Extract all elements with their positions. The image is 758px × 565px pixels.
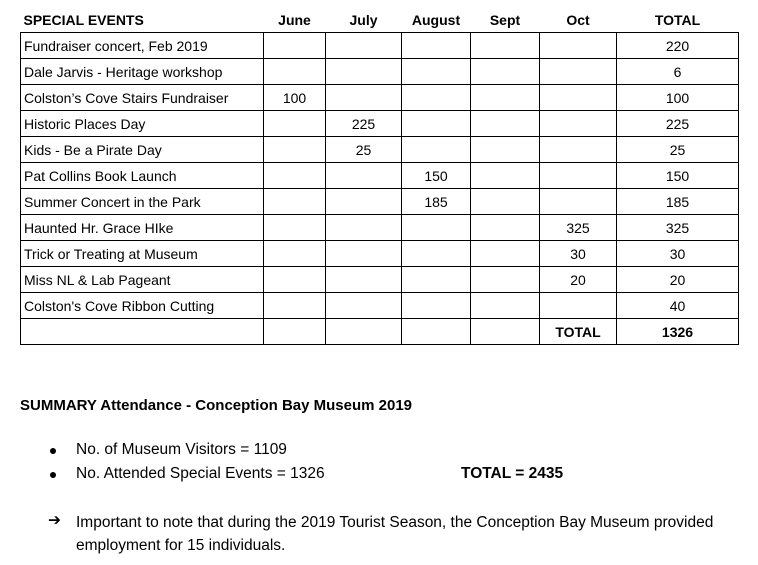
bullet-text: No. of Museum Visitors = 1109 bbox=[76, 441, 287, 458]
event-name-cell: Pat Collins Book Launch bbox=[21, 163, 264, 189]
oct-cell bbox=[540, 85, 617, 111]
table-row bbox=[21, 111, 739, 137]
event-name-cell: Kids - Be a Pirate Day bbox=[21, 137, 264, 163]
event-name-cell: Dale Jarvis - Heritage workshop bbox=[21, 59, 264, 85]
total-cell: 325 bbox=[617, 215, 739, 241]
august-cell bbox=[402, 267, 471, 293]
total-cell: 100 bbox=[617, 85, 739, 111]
sept-cell bbox=[471, 137, 540, 163]
table-row bbox=[21, 189, 739, 215]
table-row bbox=[21, 33, 739, 59]
sept-cell bbox=[471, 59, 540, 85]
july-cell bbox=[326, 163, 402, 189]
total-cell: 25 bbox=[617, 137, 739, 163]
august-cell bbox=[402, 59, 471, 85]
july-cell bbox=[326, 267, 402, 293]
total-cell: 40 bbox=[617, 293, 739, 319]
sept-cell bbox=[471, 111, 540, 137]
august-cell bbox=[402, 85, 471, 111]
bullet-icon bbox=[50, 448, 56, 454]
note-text: Important to note that during the 2019 Tourist Season, the Conception Bay Museum provided employment for 15 individuals. bbox=[76, 514, 714, 554]
oct-cell bbox=[540, 163, 617, 189]
total-label-cell: TOTAL bbox=[540, 319, 617, 345]
june-cell bbox=[264, 293, 326, 319]
empty-cell bbox=[471, 319, 540, 345]
table-row bbox=[21, 59, 739, 85]
oct-cell: 325 bbox=[540, 215, 617, 241]
june-cell bbox=[264, 267, 326, 293]
special-events-table bbox=[20, 8, 739, 345]
june-cell: 100 bbox=[264, 85, 326, 111]
oct-cell: 20 bbox=[540, 267, 617, 293]
header-oct: Oct bbox=[566, 12, 590, 28]
june-cell bbox=[264, 59, 326, 85]
august-cell: 185 bbox=[402, 189, 471, 215]
table-row bbox=[21, 163, 739, 189]
grand-total: TOTAL = 2435 bbox=[461, 465, 564, 482]
july-cell bbox=[326, 215, 402, 241]
july-cell: 225 bbox=[326, 111, 402, 137]
oct-cell bbox=[540, 293, 617, 319]
june-cell bbox=[264, 111, 326, 137]
sept-cell bbox=[471, 267, 540, 293]
event-name-cell: Trick or Treating at Museum bbox=[21, 241, 264, 267]
table-row bbox=[21, 267, 739, 293]
sept-cell bbox=[471, 241, 540, 267]
sept-cell bbox=[471, 293, 540, 319]
summary-title: SUMMARY Attendance - Conception Bay Museum 2019 bbox=[20, 397, 413, 414]
table-row bbox=[21, 293, 739, 319]
july-cell bbox=[326, 85, 402, 111]
oct-cell bbox=[540, 189, 617, 215]
june-cell bbox=[264, 137, 326, 163]
table-row bbox=[21, 137, 739, 163]
sept-cell bbox=[471, 163, 540, 189]
total-cell: 30 bbox=[617, 241, 739, 267]
july-cell bbox=[326, 33, 402, 59]
sept-cell bbox=[471, 215, 540, 241]
empty-cell bbox=[21, 319, 264, 345]
header-june: June bbox=[278, 12, 311, 28]
event-name-cell: Haunted Hr. Grace HIke bbox=[21, 215, 264, 241]
header-sept: Sept bbox=[489, 12, 521, 28]
total-cell: 150 bbox=[617, 163, 739, 189]
header-special-events: SPECIAL EVENTS bbox=[23, 12, 144, 28]
june-cell bbox=[264, 163, 326, 189]
empty-cell bbox=[402, 319, 471, 345]
july-cell: 25 bbox=[326, 137, 402, 163]
august-cell bbox=[402, 33, 471, 59]
event-name-cell: Colston's Cove Ribbon Cutting bbox=[21, 293, 264, 319]
bullet-icon bbox=[50, 472, 56, 478]
event-name-cell: Historic Places Day bbox=[21, 111, 264, 137]
empty-cell bbox=[326, 319, 402, 345]
table-row bbox=[21, 85, 739, 111]
table-row bbox=[21, 241, 739, 267]
august-cell bbox=[402, 111, 471, 137]
total-cell: 20 bbox=[617, 267, 739, 293]
sept-cell bbox=[471, 189, 540, 215]
header-august: August bbox=[411, 12, 461, 28]
june-cell bbox=[264, 241, 326, 267]
oct-cell bbox=[540, 59, 617, 85]
sept-cell bbox=[471, 33, 540, 59]
total-cell: 185 bbox=[617, 189, 739, 215]
event-name-cell: Fundraiser concert, Feb 2019 bbox=[21, 33, 264, 59]
table-total-row bbox=[21, 319, 739, 345]
august-cell bbox=[402, 215, 471, 241]
oct-cell: 30 bbox=[540, 241, 617, 267]
august-cell bbox=[402, 241, 471, 267]
july-cell bbox=[326, 189, 402, 215]
july-cell bbox=[326, 241, 402, 267]
event-name-cell: Summer Concert in the Park bbox=[21, 189, 264, 215]
june-cell bbox=[264, 215, 326, 241]
august-cell bbox=[402, 137, 471, 163]
july-cell bbox=[326, 293, 402, 319]
total-value-cell: 1326 bbox=[617, 319, 739, 345]
table-body bbox=[21, 33, 739, 345]
june-cell bbox=[264, 33, 326, 59]
event-name-cell: Colston’s Cove Stairs Fundraiser bbox=[21, 85, 264, 111]
header-july: July bbox=[349, 12, 378, 28]
june-cell bbox=[264, 189, 326, 215]
bullet-text: No. Attended Special Events = 1326 bbox=[76, 465, 325, 482]
table-header-row bbox=[21, 8, 739, 33]
arrow-right-icon: ➔ bbox=[48, 512, 61, 529]
event-name-cell: Miss NL & Lab Pageant bbox=[21, 267, 264, 293]
oct-cell bbox=[540, 33, 617, 59]
header-total: TOTAL bbox=[654, 12, 701, 28]
july-cell bbox=[326, 59, 402, 85]
total-cell: 225 bbox=[617, 111, 739, 137]
table-row bbox=[21, 215, 739, 241]
oct-cell bbox=[540, 137, 617, 163]
sept-cell bbox=[471, 85, 540, 111]
august-cell bbox=[402, 293, 471, 319]
total-cell: 220 bbox=[617, 33, 739, 59]
oct-cell bbox=[540, 111, 617, 137]
total-cell: 6 bbox=[617, 59, 739, 85]
empty-cell bbox=[264, 319, 326, 345]
august-cell: 150 bbox=[402, 163, 471, 189]
